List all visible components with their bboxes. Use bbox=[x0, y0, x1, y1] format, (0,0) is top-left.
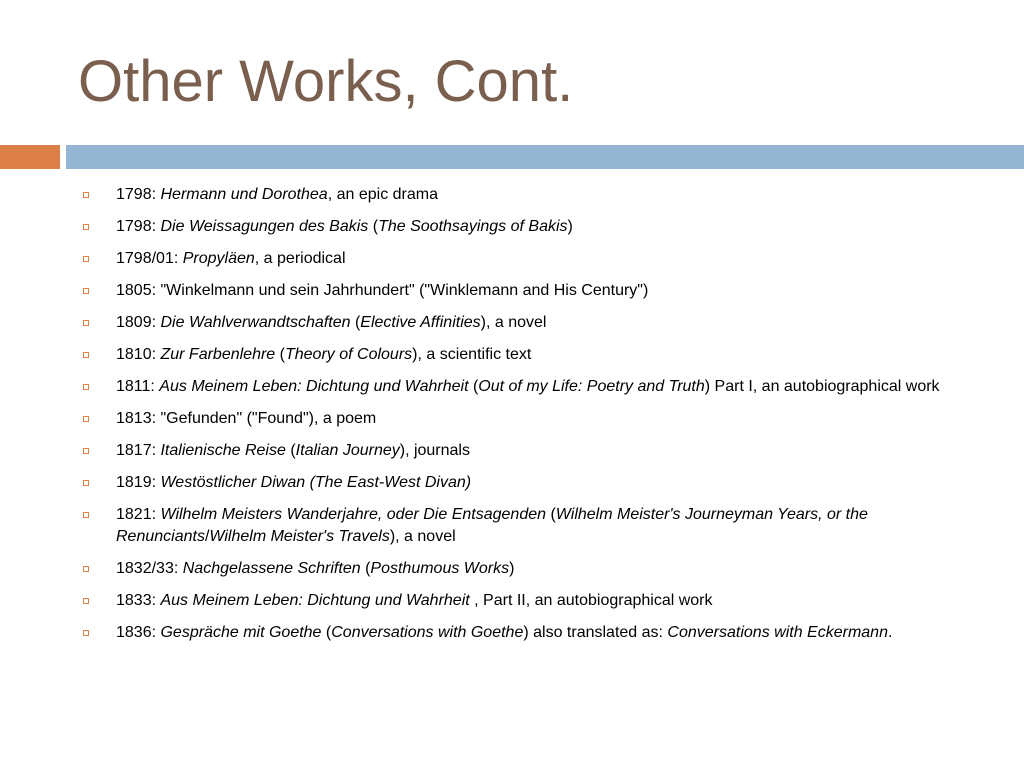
hollow-square-icon bbox=[83, 352, 89, 358]
hollow-square-icon bbox=[83, 224, 89, 230]
list-item-1809-wahlverwandtschaften: 1809: Die Wahlverwandtschaften (Elective Affinities), a novel bbox=[0, 312, 1024, 334]
list-item-1817-italienische-reise: 1817: Italienische Reise (Italian Journey), journals bbox=[0, 440, 1024, 462]
hollow-square-icon bbox=[83, 288, 89, 294]
list-item-1805-winkelmann: 1805: "Winkelmann und sein Jahrhundert" ("Winklemann and His Century") bbox=[0, 280, 1024, 302]
works-list bbox=[0, 184, 1024, 654]
list-item-1813-gefunden: 1813: "Gefunden" ("Found"), a poem bbox=[0, 408, 1024, 430]
hollow-square-icon bbox=[83, 566, 89, 572]
accent-bar-orange bbox=[0, 145, 60, 169]
list-item-1798-bakis: 1798: Die Weissagungen des Bakis (The Soothsayings of Bakis) bbox=[0, 216, 1024, 238]
accent-bar-blue bbox=[66, 145, 1024, 169]
hollow-square-icon bbox=[83, 416, 89, 422]
hollow-square-icon bbox=[83, 630, 89, 636]
list-item-1821-wanderjahre: 1821: Wilhelm Meisters Wanderjahre, oder Die Entsagenden (Wilhelm Meister's Journeyman Years, or the Renunciants/Wilhelm Meister's Travels), a novel bbox=[0, 504, 1024, 548]
hollow-square-icon bbox=[83, 512, 89, 518]
hollow-square-icon bbox=[83, 480, 89, 486]
hollow-square-icon bbox=[83, 192, 89, 198]
hollow-square-icon bbox=[83, 256, 89, 262]
hollow-square-icon bbox=[83, 598, 89, 604]
list-item-1832-nachgelassene: 1832/33: Nachgelassene Schriften (Posthumous Works) bbox=[0, 558, 1024, 580]
list-item-1811-dichtung-part1: 1811: Aus Meinem Leben: Dichtung und Wahrheit (Out of my Life: Poetry and Truth) Part I, an autobiographical work bbox=[0, 376, 1024, 398]
slide-title: Other Works, Cont. bbox=[78, 49, 574, 114]
list-item-1798-propylaen: 1798/01: Propyläen, a periodical bbox=[0, 248, 1024, 270]
list-item-1810-farbenlehre: 1810: Zur Farbenlehre (Theory of Colours), a scientific text bbox=[0, 344, 1024, 366]
list-item-1798-hermann: 1798: Hermann und Dorothea, an epic drama bbox=[0, 184, 1024, 206]
hollow-square-icon bbox=[83, 320, 89, 326]
hollow-square-icon bbox=[83, 448, 89, 454]
hollow-square-icon bbox=[83, 384, 89, 390]
list-item-1836-gespraeche: 1836: Gespräche mit Goethe (Conversations with Goethe) also translated as: Conversations with Eckermann. bbox=[0, 622, 1024, 644]
list-item-1819-diwan: 1819: Westöstlicher Diwan (The East-West Divan) bbox=[0, 472, 1024, 494]
list-item-1833-dichtung-part2: 1833: Aus Meinem Leben: Dichtung und Wahrheit , Part II, an autobiographical work bbox=[0, 590, 1024, 612]
